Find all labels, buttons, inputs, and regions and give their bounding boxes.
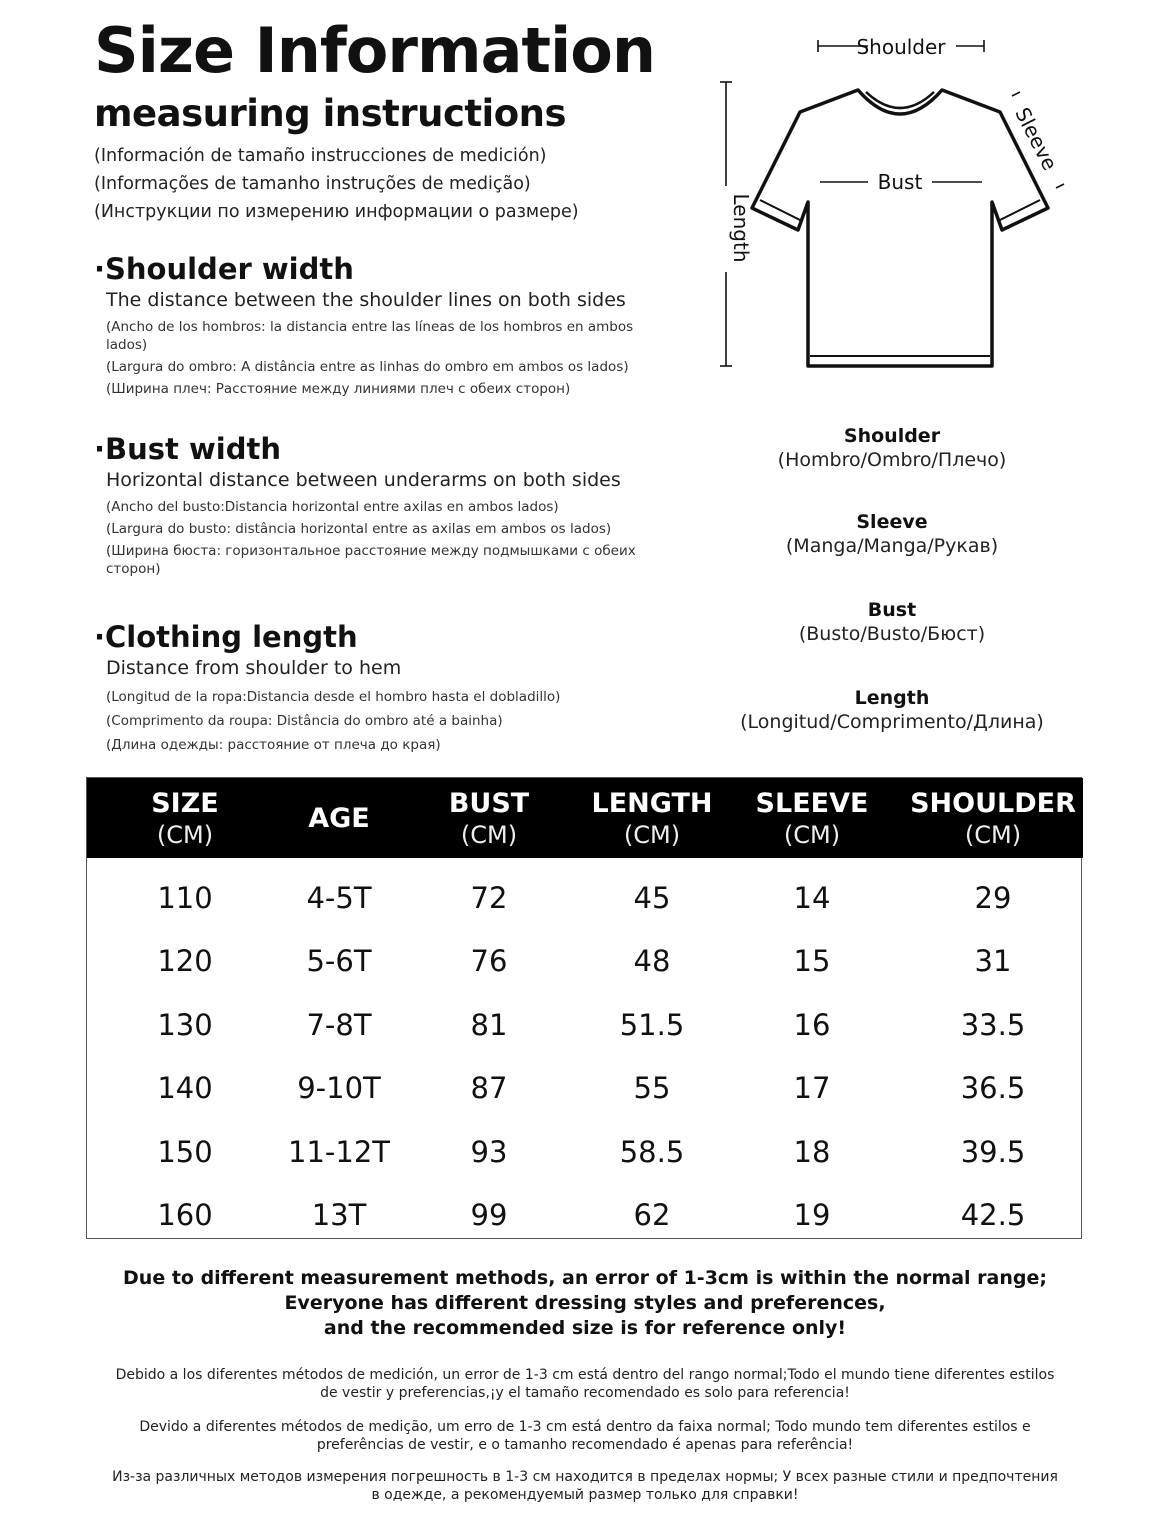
legend-item-bust xyxy=(700,598,1084,646)
column-header-length: LENGTH (CM) xyxy=(583,778,721,858)
cell-age: 9-10T xyxy=(297,1071,381,1106)
table-row xyxy=(87,858,1083,930)
translation-es: (Información de tamaño instrucciones de medición) xyxy=(94,146,547,166)
section-bust-width xyxy=(94,432,664,578)
cell-length: 58.5 xyxy=(619,1134,685,1169)
section-heading: ·Clothing length xyxy=(94,620,358,654)
cell-sleeve: 15 xyxy=(793,944,831,979)
cell-bust: 87 xyxy=(470,1071,508,1106)
cell-size: 110 xyxy=(157,880,213,915)
section-translation: (Ancho de los hombros: la distancia entre las líneas de los hombros en ambos lados) xyxy=(106,319,634,353)
legend-label: Sleeve xyxy=(856,511,928,533)
cell-age: 7-8T xyxy=(306,1007,372,1042)
cell-size: 160 xyxy=(157,1198,213,1233)
section-heading: ·Shoulder width xyxy=(94,252,354,286)
section-description: The distance between the shoulder lines on both sides xyxy=(106,289,626,311)
diagram-label-bust: Bust xyxy=(877,170,923,194)
legend-label: Bust xyxy=(867,599,917,621)
section-heading: ·Bust width xyxy=(94,432,281,466)
cell-bust: 81 xyxy=(470,1007,508,1042)
cell-shoulder: 33.5 xyxy=(960,1007,1026,1042)
diagram-label-shoulder: Shoulder xyxy=(856,35,946,59)
cell-length: 51.5 xyxy=(619,1007,685,1042)
page-title: Size Information xyxy=(94,14,656,87)
cell-age: 11-12T xyxy=(288,1134,390,1169)
column-header-sleeve: SLEEVE (CM) xyxy=(721,778,903,858)
page-subtitle: measuring instructions xyxy=(94,92,567,135)
table-row xyxy=(87,1057,1083,1121)
table-row xyxy=(87,930,1083,994)
section-shoulder-width xyxy=(94,252,664,398)
legend-label: Shoulder xyxy=(843,425,941,447)
cell-bust: 72 xyxy=(470,880,508,915)
notice-translation-es: Debido a los diferentes métodos de medición, un error de 1-3 cm está dentro del rango normal;Todo el mundo tiene diferentes estilos de vestir y preferencias,¡y el tamaño recomendado es solo para referencia! xyxy=(115,1367,1055,1401)
section-translation: (Ancho del busto:Distancia horizontal entre axilas en ambos lados) xyxy=(106,499,559,515)
translation-ru: (Инструкции по измерению информации о размере) xyxy=(94,202,579,222)
cell-sleeve: 14 xyxy=(793,880,831,915)
section-translation: (Largura do busto: distância horizontal entre as axilas em ambos os lados) xyxy=(106,521,612,537)
legend-item-length xyxy=(700,686,1084,734)
cell-shoulder: 36.5 xyxy=(960,1071,1026,1106)
cell-bust: 76 xyxy=(470,944,508,979)
notice-line: and the recommended size is for reference only! xyxy=(323,1317,847,1339)
cell-size: 130 xyxy=(157,1007,213,1042)
cell-sleeve: 19 xyxy=(793,1198,831,1233)
section-description: Distance from shoulder to hem xyxy=(106,657,402,679)
table-row xyxy=(87,1120,1083,1184)
legend-translation: (Manga/Manga/Рукав) xyxy=(785,535,999,557)
legend-label: Length xyxy=(854,687,930,709)
section-translation: (Ширина бюста: горизонтальное расстояние между подмышками с обеих сторон) xyxy=(106,543,636,577)
cell-age: 4-5T xyxy=(306,880,372,915)
cell-length: 45 xyxy=(633,880,671,915)
section-translation: (Longitud de la ropa:Distancia desde el hombro hasta el dobladillo) xyxy=(106,689,561,705)
cell-shoulder: 42.5 xyxy=(960,1198,1026,1233)
diagram-label-sleeve: Sleeve xyxy=(1010,103,1063,175)
cell-shoulder: 39.5 xyxy=(960,1134,1026,1169)
table-header-row xyxy=(87,778,1083,858)
notice-line: Everyone has different dressing styles and preferences, xyxy=(284,1292,886,1314)
section-clothing-length xyxy=(94,620,664,754)
legend-translation: (Busto/Busto/Бюст) xyxy=(798,623,986,645)
sizing-notice xyxy=(60,1266,1110,1341)
cell-sleeve: 17 xyxy=(793,1071,831,1106)
cell-sleeve: 16 xyxy=(793,1007,831,1042)
section-translation: (Comprimento da roupa: Distância do ombro até a bainha) xyxy=(106,713,503,729)
column-header-age: AGE xyxy=(283,778,395,858)
cell-size: 150 xyxy=(157,1134,213,1169)
notice-translation-ru: Из-за различных методов измерения погрешность в 1-3 см находится в пределах нормы; У всех разные стили и предпочтения в одежде, а рекомендуемый размер только для справки! xyxy=(112,1469,1058,1503)
notice-line: Due to different measurement methods, an error of 1-3cm is within the normal range; xyxy=(123,1267,1047,1289)
legend-translation: (Longitud/Comprimento/Длина) xyxy=(740,711,1044,733)
table-row xyxy=(87,1184,1083,1248)
section-translation: (Largura do ombro: A distância entre as linhas do ombro em ambos os lados) xyxy=(106,359,629,375)
cell-length: 55 xyxy=(633,1071,671,1106)
table-row xyxy=(87,993,1083,1057)
cell-bust: 99 xyxy=(470,1198,508,1233)
cell-size: 120 xyxy=(157,944,213,979)
cell-length: 62 xyxy=(633,1198,671,1233)
column-header-shoulder: SHOULDER (CM) xyxy=(903,778,1083,858)
section-translation: (Длина одежды: расстояние от плеча до края) xyxy=(106,737,441,753)
cell-bust: 93 xyxy=(470,1134,508,1169)
tshirt-icon xyxy=(752,90,1048,366)
diagram-label-length: Length xyxy=(729,193,753,263)
column-header-size: SIZE (CM) xyxy=(87,778,283,858)
section-description: Horizontal distance between underarms on both sides xyxy=(106,469,621,491)
column-header-bust: BUST (CM) xyxy=(395,778,583,858)
legend-item-sleeve xyxy=(700,510,1084,558)
translation-pt: (Informações de tamanho instruções de medição) xyxy=(94,174,531,194)
tshirt-diagram xyxy=(700,20,1100,380)
cell-shoulder: 31 xyxy=(974,944,1012,979)
cell-length: 48 xyxy=(633,944,671,979)
cell-age: 13T xyxy=(311,1198,367,1233)
cell-size: 140 xyxy=(157,1071,213,1106)
size-table xyxy=(86,777,1082,1239)
legend-item-shoulder xyxy=(700,424,1084,472)
notice-translation-pt: Devido a diferentes métodos de medição, um erro de 1-3 cm está dentro da faixa normal; Todo mundo tem diferentes estilos e preferências de vestir, e o tamanho recomendado é apenas para referência! xyxy=(139,1419,1031,1453)
cell-shoulder: 29 xyxy=(974,880,1012,915)
cell-age: 5-6T xyxy=(306,944,372,979)
cell-sleeve: 18 xyxy=(793,1134,831,1169)
subtitle-translations xyxy=(94,142,579,226)
section-translation: (Ширина плеч: Расстояние между линиями плеч с обеих сторон) xyxy=(106,381,571,397)
legend-translation: (Hombro/Ombro/Плечо) xyxy=(777,449,1007,471)
